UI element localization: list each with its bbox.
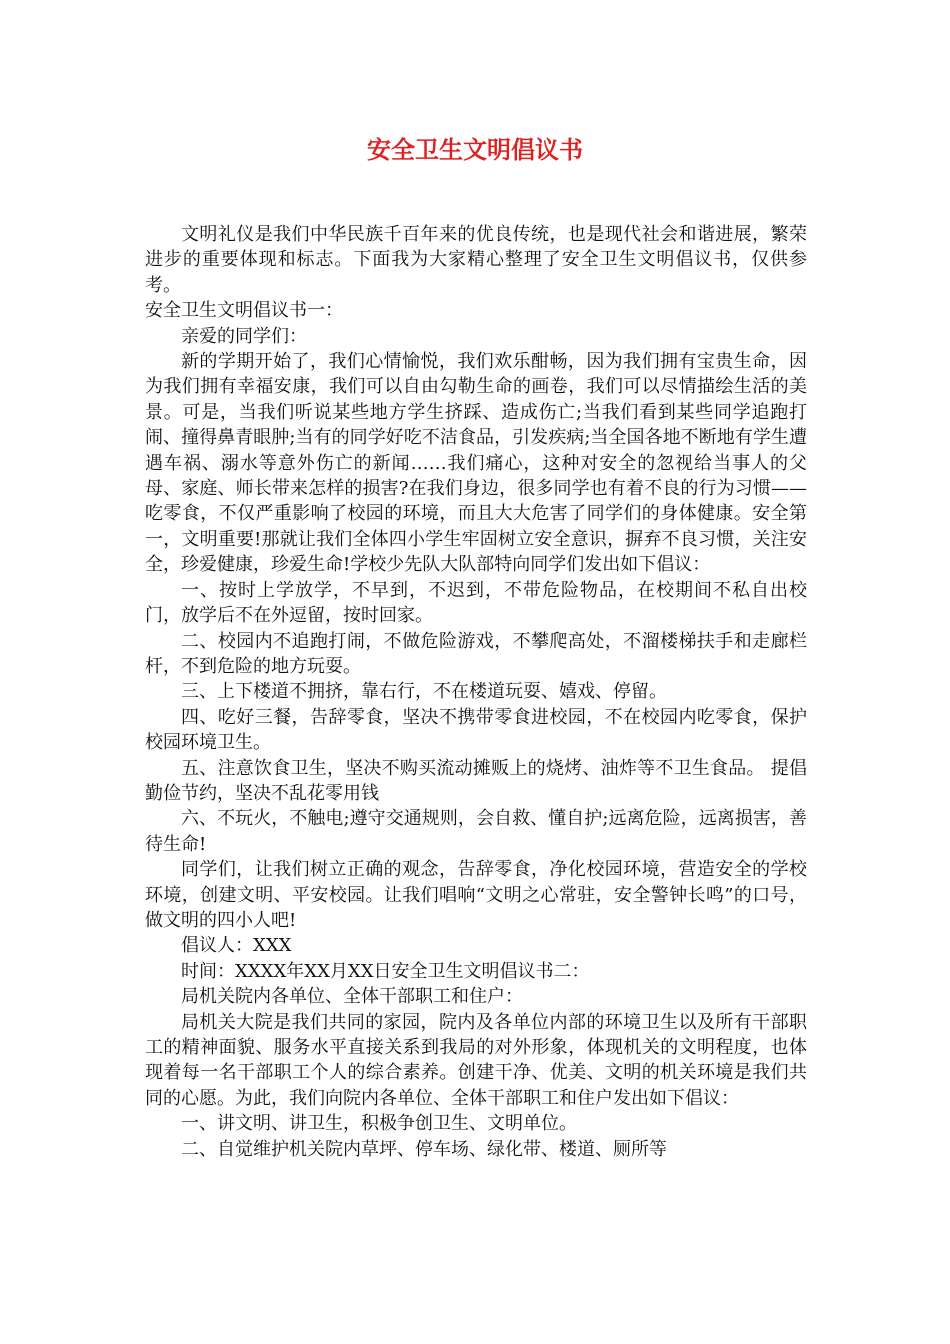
- paragraph: 四、吃好三餐，告辞零食，坚决不携带零食进校园，不在校园内吃零食，保护校园环境卫生。: [145, 706, 807, 754]
- paragraph: 亲爱的同学们：: [181, 325, 307, 347]
- paragraph: 五、注意饮食卫生，坚决不购买流动摊贩上的烧烤、油炸等不卫生食品。 提倡勤俭节约，坚决不乱花零用钱: [145, 757, 807, 804]
- document-body: [145, 222, 807, 1162]
- paragraph: 同学们，让我们树立正确的观念，告辞零食，净化校园环境，营造安全的学校环境，创建文明、平安校园。让我们唱响“文明之心常驻，安全警钟长鸣”的口号，做文明的四小人吧!: [145, 859, 807, 931]
- paragraph: 二、校园内不追跑打闹，不做危险游戏，不攀爬高处，不溜楼梯扶手和走廊栏杆，不到危险的地方玩耍。: [145, 630, 807, 677]
- paragraph: 二、自觉维护机关院内草坪、停车场、绿化带、楼道、厕所等: [181, 1138, 667, 1160]
- paragraph: 局机关院内各单位、全体干部职工和住户：: [181, 986, 523, 1008]
- paragraph: 一、讲文明、讲卫生，积极争创卫生、文明单位。: [181, 1113, 577, 1135]
- paragraph: 文明礼仪是我们中华民族千百年来的优良传统，也是现代社会和谐进展，繁荣进步的重要体现和标志。下面我为大家精心整理了安全卫生文明倡议书，仅供参考。: [145, 224, 807, 296]
- paragraph: 局机关大院是我们共同的家园，院内及各单位内部的环境卫生以及所有干部职工的精神面貌、服务水平直接关系到我局的对外形象，体现机关的文明程度，也体现着每一名干部职工个人的综合素养。创建干净、优美、文明的机关环境是我们共同的心愿。为此，我们向院内各单位、全体干部职工和住户发出如下倡议：: [145, 1011, 807, 1109]
- paragraph: 一、按时上学放学，不早到，不迟到，不带危险物品，在校期间不私自出校门，放学后不在外逗留，按时回家。: [145, 579, 807, 627]
- paragraph: 六、不玩火，不触电;遵守交通规则，会自救、懂自护;远离危险，远离损害，善待生命!: [145, 808, 807, 855]
- paragraph: 新的学期开始了，我们心情愉悦，我们欢乐酣畅，因为我们拥有宝贵生命，因为我们拥有幸福安康，我们可以自由勾勒生命的画卷，我们可以尽情描绘生活的美景。可是，当我们听说某些地方学生挤踩、造成伤亡;当我们看到某些同学追跑打闹、撞得鼻青眼肿;当有的同学好吃不洁食品，引发疾病;当全国各地不断地有学生遭遇车祸、溺水等意外伤亡的新闻……我们痛心，这种对安全的忽视给当事人的父母、家庭、师长带来怎样的损害?在我们身边，很多同学也有着不良的行为习惯——吃零食，不仅严重影响了校园的环境，而且大大危害了同学们的身体健康。安全第一，文明重要!那就让我们全体四小学生牢固树立安全意识，摒弃不良习惯，关注安全，珍爱健康，珍爱生命!学校少先队大队部特向同学们发出如下倡议：: [145, 351, 807, 576]
- document-title: 安全卫生文明倡议书: [367, 136, 583, 164]
- paragraph: 安全卫生文明倡议书一：: [145, 300, 343, 322]
- paragraph: 三、上下楼道不拥挤，靠右行，不在楼道玩耍、嬉戏、停留。: [181, 681, 667, 703]
- paragraph: 时间：XXXX年XX月XX日安全卫生文明倡议书二：: [181, 960, 590, 982]
- paragraph: 倡议人：XXX: [181, 935, 292, 957]
